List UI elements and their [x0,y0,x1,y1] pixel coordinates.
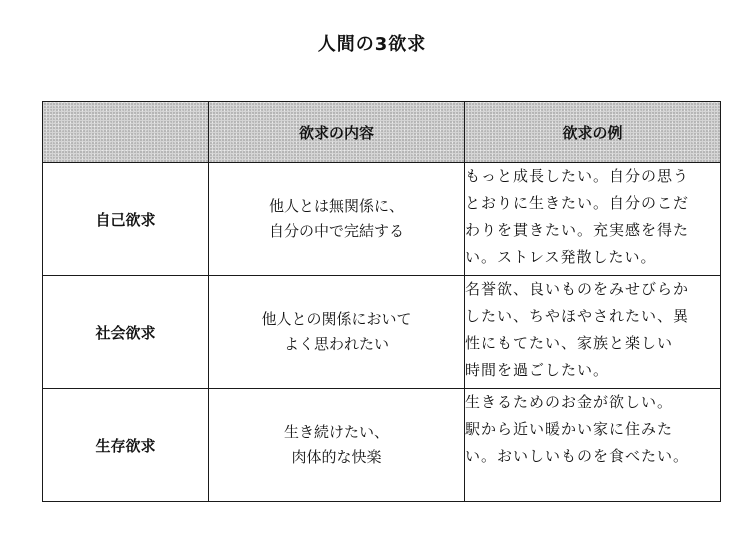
header-corner-cell [43,102,209,163]
table-row [43,163,721,276]
example-cell [465,389,721,502]
content-cell [209,389,465,502]
table-row [43,389,721,502]
table-row [43,276,721,389]
page-title: 人間の3欲求 [317,34,427,55]
header-examples: 欲求の例 [465,102,721,163]
example-line: 駅から近い暖かい家に住みた [465,420,674,438]
example-line: もっと成長したい。自分の思う [465,167,690,185]
example-cell [465,163,721,276]
content-cell [209,276,465,389]
example-cell [465,276,721,389]
table-header-row [43,102,721,163]
content-line: 生き続けたい、 [283,423,389,441]
example-line: 名誉欲、良いものをみせびらか [465,280,690,298]
example-line: 時間を過ごしたい。 [465,361,610,379]
row-label: 自己欲求 [43,163,209,276]
example-line: したい、ちやほやされたい、異 [465,307,690,325]
content-line: よく思われたい [283,335,389,353]
example-line: い。おいしいものを食べたい。 [465,447,690,465]
example-line: い。ストレス発散したい。 [465,248,657,266]
content-line: 他人との関係において [261,310,412,328]
content-line: 他人とは無関係に、 [268,197,404,215]
desires-table [42,101,721,502]
header-content: 欲求の内容 [209,102,465,163]
example-line: とおりに生きたい。自分のこだ [465,194,690,212]
content-line: 肉体的な快楽 [291,448,382,466]
content-cell [209,163,465,276]
example-line: わりを貫きたい。充実感を得た [465,221,690,239]
example-line: 性にもてたい、家族と楽しい [465,334,674,352]
example-line: 生きるためのお金が欲しい。 [465,393,674,411]
row-label: 生存欲求 [43,389,209,502]
row-label: 社会欲求 [43,276,209,389]
content-line: 自分の中で完結する [268,222,404,240]
